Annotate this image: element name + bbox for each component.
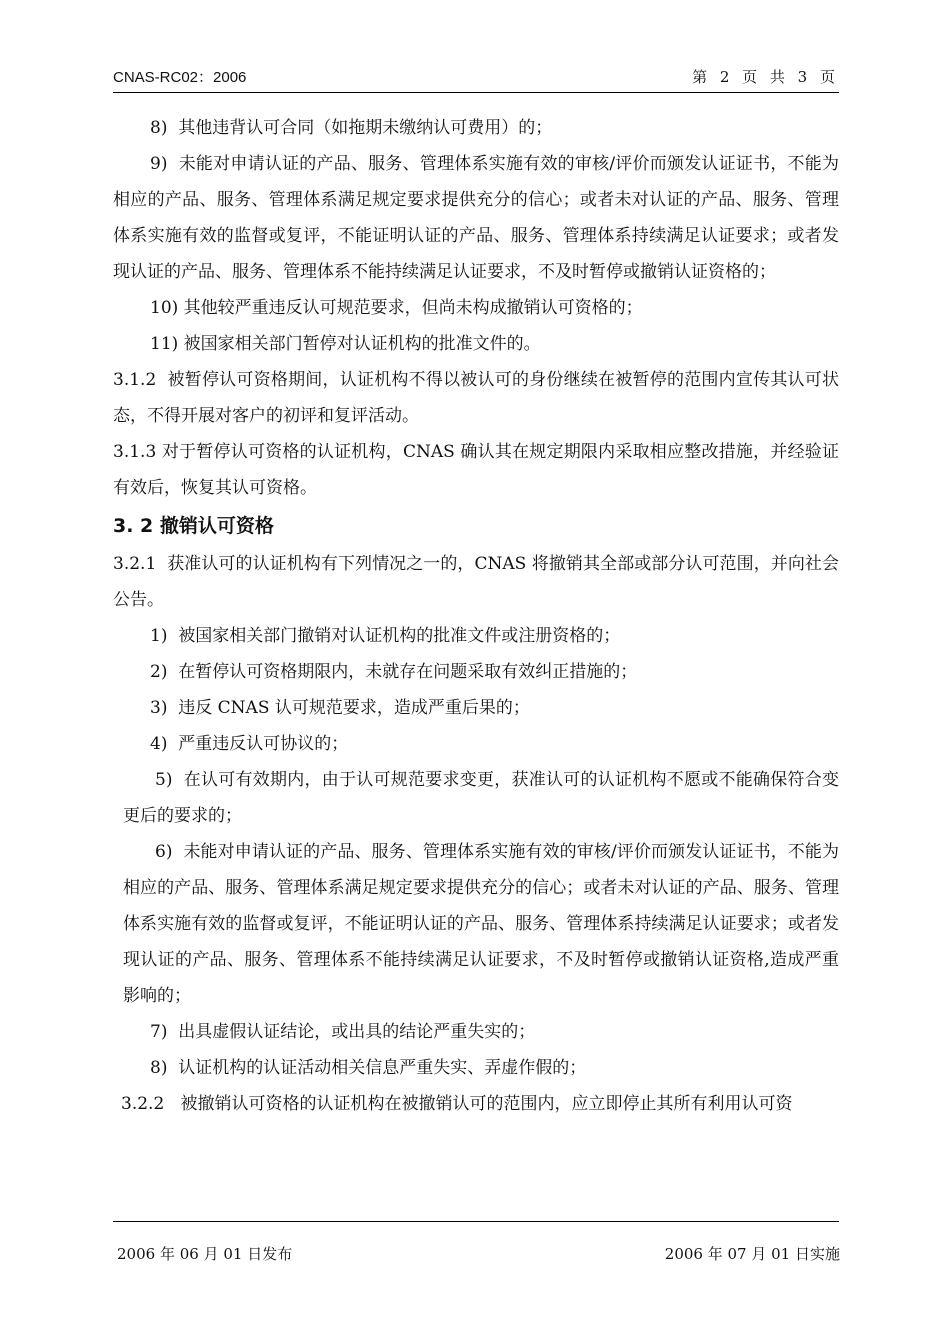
footer-divider xyxy=(113,1221,839,1222)
clause-3-2-2: 3.2.2 被撤销认可资格的认证机构在被撤销认可的范围内，应立即停止其所有利用认可资 xyxy=(121,1094,793,1114)
document-code: CNAS-RC02：2006 xyxy=(113,69,247,86)
clause-3-1-2: 3.1.2 被暂停认可资格期间，认证机构不得以被认可的身份继续在被暂停的范围内宣传其认可状态，不得开展对客户的初评和复评活动。 xyxy=(113,370,839,426)
clause-3-2-1: 3.2.1 获准认可的认证机构有下列情况之一的，CNAS 将撤销其全部或部分认可范围，并向社会公告。 xyxy=(113,554,839,610)
document-body xyxy=(113,110,839,1122)
list-item: 2) 在暂停认可资格期限内，未就存在问题采取有效纠正措施的； xyxy=(150,662,638,682)
list-item: 7) 出具虚假认证结论，或出具的结论严重失实的； xyxy=(150,1022,536,1042)
list-item: 3) 违反 CNAS 认可规范要求，造成严重后果的； xyxy=(150,698,530,718)
page-header xyxy=(113,66,839,93)
effective-date: 2006 年 07 月 01 日实施 xyxy=(664,1245,840,1263)
list-item: 11) 被国家相关部门暂停对认证机构的批准文件的。 xyxy=(150,334,541,354)
list-item: 10) 其他较严重违反认可规范要求，但尚未构成撤销认可资格的； xyxy=(150,298,643,318)
issue-date: 2006 年 06 月 01 日发布 xyxy=(117,1245,293,1263)
section-heading: 3. 2 撤销认可资格 xyxy=(113,515,274,537)
list-item: 8) 认证机构的认证活动相关信息严重失实、弄虚作假的； xyxy=(150,1058,587,1078)
list-item: 8) 其他违背认可合同（如拖期未缴纳认可费用）的； xyxy=(150,118,553,138)
page-number: 第 2 页 共 3 页 xyxy=(692,68,839,86)
list-item: 1) 被国家相关部门撤销对认证机构的批准文件或注册资格的； xyxy=(150,626,621,646)
list-item: 4) 严重违反认可协议的； xyxy=(150,734,349,754)
list-item: 5) 在认可有效期内，由于认可规范要求变更，获准认可的认证机构不愿或不能确保符合变更后的要求的； xyxy=(123,770,839,826)
list-item: 6) 未能对申请认证的产品、服务、管理体系实施有效的审核/评价而颁发认证证书，不能为相应的产品、服务、管理体系满足规定要求提供充分的信心；或者未对认证的产品、服务、管理体系实施有效的监督或复评，不能证明认证的产品、服务、管理体系持续满足认证要求；或者发现认证的产品、服务、管理体系不能持续满足认证要求，不及时暂停或撤销认证资格,造成严重影响的； xyxy=(123,842,839,1006)
clause-3-1-3: 3.1.3 对于暂停认可资格的认证机构，CNAS 确认其在规定期限内采取相应整改措施，并经验证有效后，恢复其认可资格。 xyxy=(113,442,839,498)
list-item: 9) 未能对申请认证的产品、服务、管理体系实施有效的审核/评价而颁发认证证书，不能为相应的产品、服务、管理体系满足规定要求提供充分的信心；或者未对认证的产品、服务、管理体系实施有效的监督或复评，不能证明认证的产品、服务、管理体系持续满足认证要求；或者发现认证的产品、服务、管理体系不能持续满足认证要求，不及时暂停或撤销认证资格的； xyxy=(113,154,839,282)
